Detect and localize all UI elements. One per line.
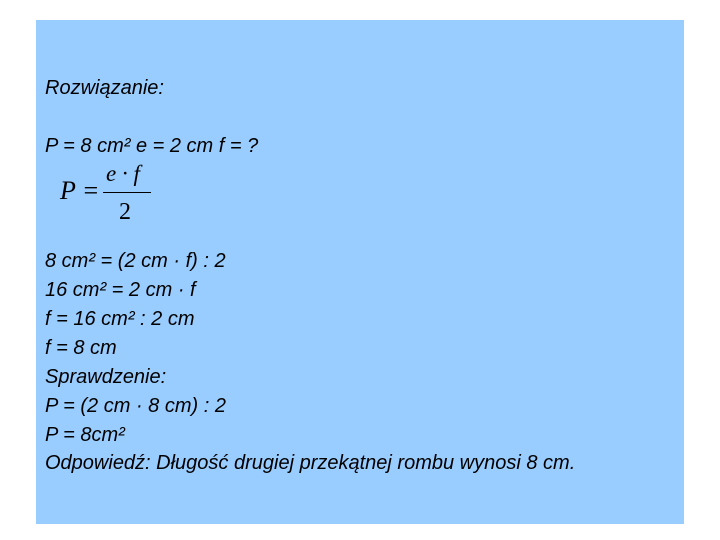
step-result: f = 8 cm bbox=[45, 337, 117, 359]
given-values: P = 8 cm² e = 2 cm f = ? bbox=[45, 135, 259, 157]
check-heading: Sprawdzenie: bbox=[45, 366, 167, 388]
check-line: P = (2 cm · 8 cm) : 2 bbox=[45, 395, 226, 417]
step-line: f = 16 cm² : 2 cm bbox=[45, 308, 195, 330]
step-line: 8 cm² = (2 cm · f) : 2 bbox=[45, 250, 226, 272]
solution-heading: Rozwiązanie: bbox=[45, 77, 164, 99]
check-result: P = 8cm² bbox=[45, 424, 125, 446]
step-line: 16 cm² = 2 cm · f bbox=[45, 279, 196, 301]
area-formula bbox=[58, 160, 168, 230]
fraction-bar bbox=[103, 192, 151, 193]
formula-lhs: P = bbox=[60, 176, 100, 205]
answer-text: Odpowiedź: Długość drugiej przekątnej rombu wynosi 8 cm. bbox=[45, 452, 576, 474]
formula-denominator: 2 bbox=[119, 199, 131, 225]
formula-numerator: e · f bbox=[106, 161, 140, 186]
